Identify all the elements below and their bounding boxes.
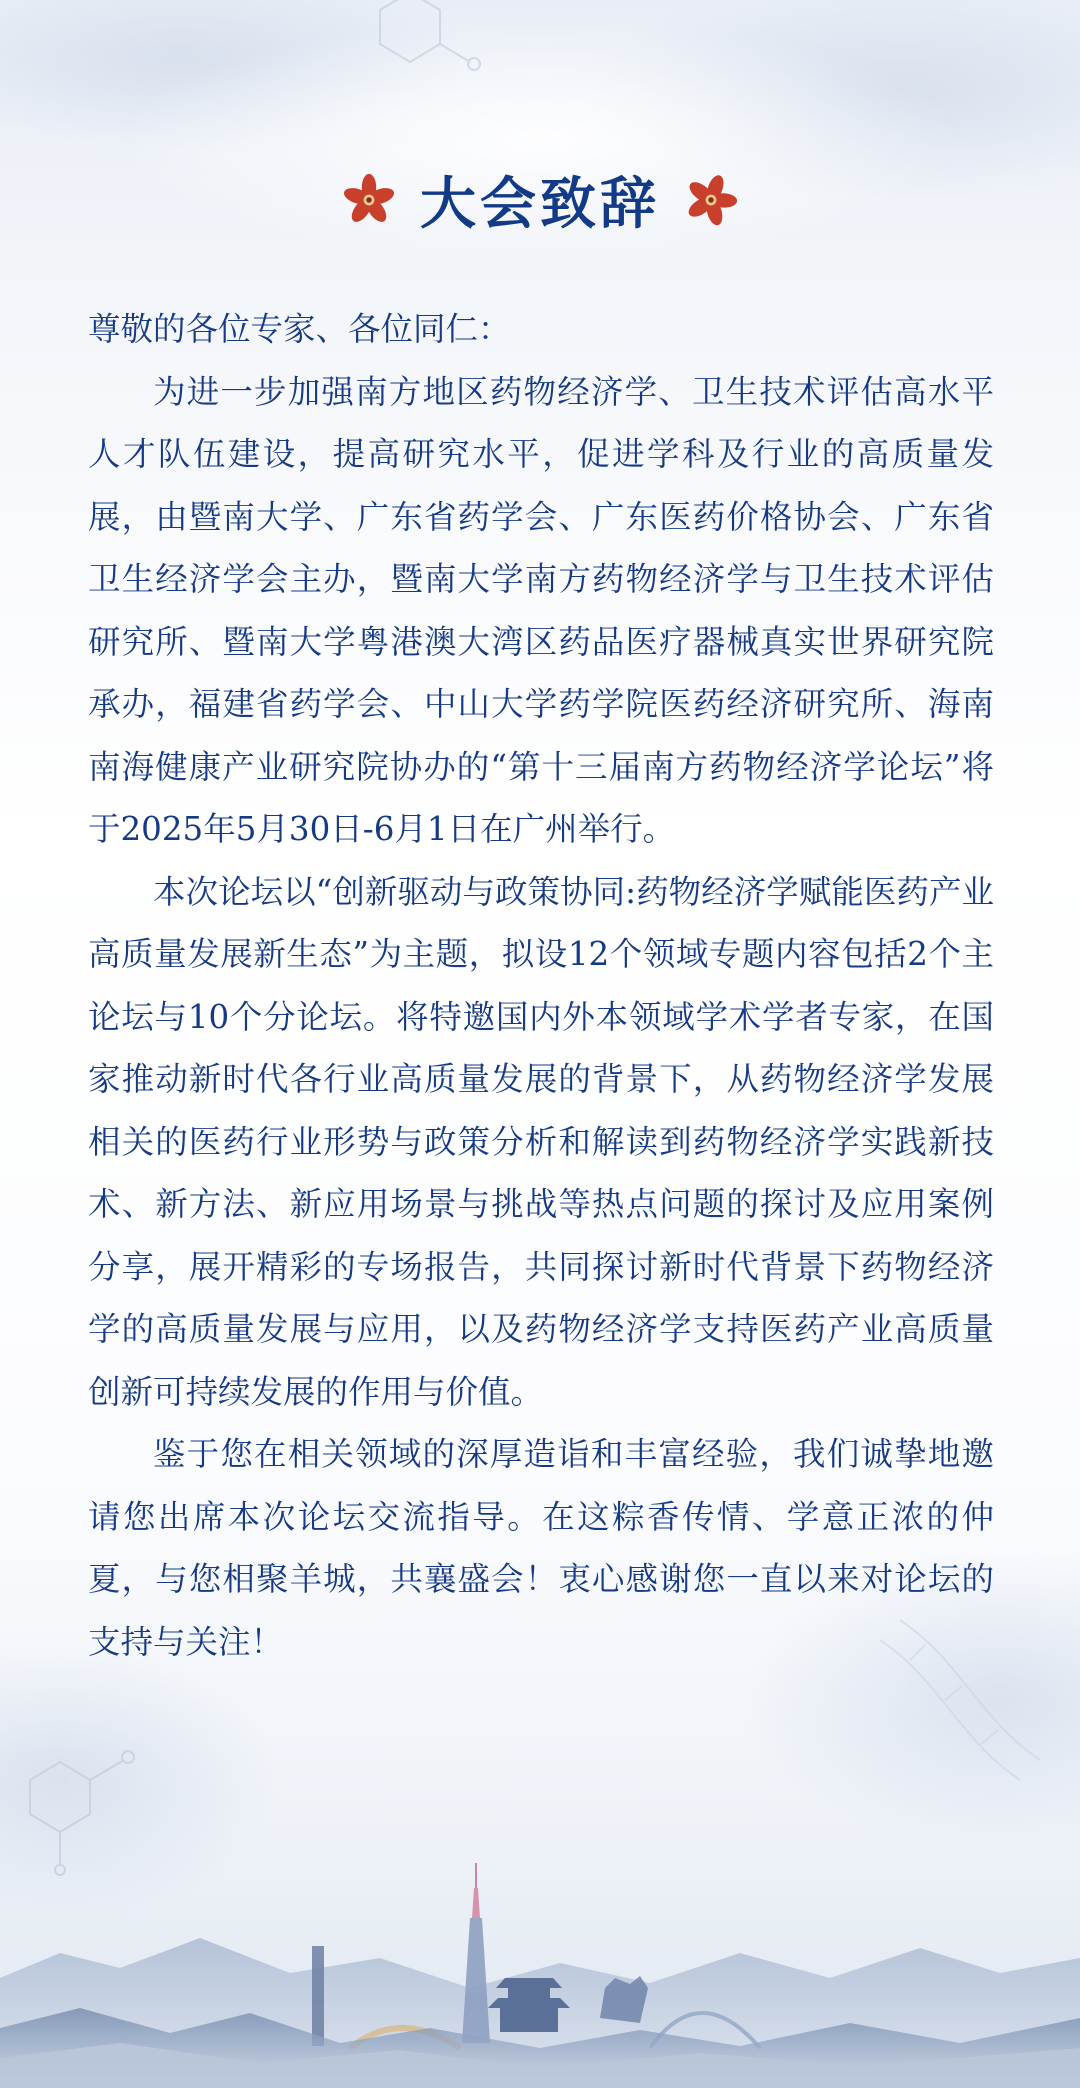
- page-title: 大会致辞: [420, 172, 660, 237]
- guangzhou-landscape-illustration: [0, 1858, 1080, 2088]
- paragraph-intro: 为进一步加强南方地区药物经济学、卫生技术评估高水平人才队伍建设，提高研究水平，促进学科及行业的高质量发展，由暨南大学、广东省药学会、广东医药价格协会、广东省卫生经济学会主办，暨南大学南方药物经济学与卫生技术评估研究所、暨南大学粤港澳大湾区药品医疗器械真实世界研究院承办，福建省药学会、中山大学药学院医药经济研究所、海南南海健康产业研究院协办的“第十三届南方药物经济学论坛”将于2025年5月30日-6月1日在广州举行。: [88, 372, 994, 848]
- canton-tower: [462, 1863, 490, 2043]
- kapok-flower-icon: [684, 173, 738, 227]
- temple-building: [488, 1978, 570, 2032]
- paragraph-theme: 本次论坛以“创新驱动与政策协同:药物经济学赋能医药产业高质量发展新生态”为主题，拟设12个领域专题内容包括2个主论坛与10个分论坛。将特邀国内外本领域学术学者专家，在国家推动新时代各行业高质量发展的背景下，从药物经济学发展相关的医药行业形势与政策分析和解读到药物经济学实践新技术、新方法、新应用场景与挑战等热点问题的探讨及应用案例分享，展开精彩的专场报告，共同探讨新时代背景下药物经济学的高质量发展与应用，以及药物经济学支持医药产业高质量创新可持续发展的作用与价值。: [88, 872, 994, 1411]
- salutation: 尊敬的各位专家、各位同仁：: [88, 310, 511, 348]
- title-row: [0, 158, 1080, 242]
- kapok-flower-icon: [342, 173, 396, 227]
- paragraph-invitation: 鉴于您在相关领域的深厚造诣和丰富经验，我们诚挚地邀请您出席本次论坛交流指导。在这粽香传情、学意正浓的仲夏，与您相聚羊城，共襄盛会！衷心感谢您一直以来对论坛的支持与关注！: [88, 1435, 994, 1661]
- letter-body: [88, 298, 994, 1673]
